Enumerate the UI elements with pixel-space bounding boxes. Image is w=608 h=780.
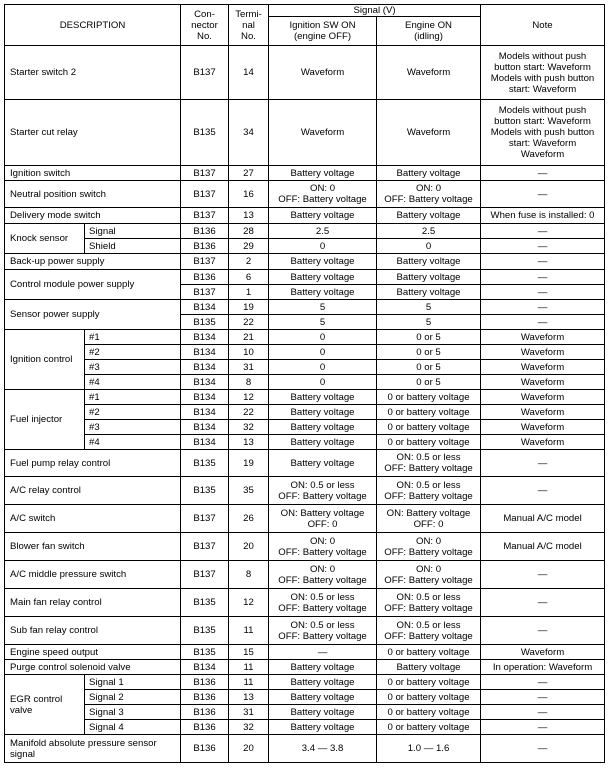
cell-connector: B136	[181, 270, 229, 285]
cell-terminal: 12	[229, 390, 269, 405]
cell-connector: B135	[181, 645, 229, 660]
cell-connector: B135	[181, 100, 229, 166]
cell-terminal: 15	[229, 645, 269, 660]
cell-note: Manual A/C model	[481, 533, 605, 561]
cell-engine-on: Battery voltage	[377, 285, 481, 300]
cell-engine-on: ON: Battery voltage OFF: 0	[377, 505, 481, 533]
cell-description: Main fan relay control	[5, 589, 181, 617]
cell-note: —	[481, 270, 605, 285]
cell-note: —	[481, 239, 605, 254]
cell-engine-on: 0 or battery voltage	[377, 675, 481, 690]
cell-description: Neutral position switch	[5, 181, 181, 208]
cell-terminal: 13	[229, 690, 269, 705]
cell-ign-on: Battery voltage	[269, 390, 377, 405]
cell-subitem: #2	[85, 345, 181, 360]
cell-note: Waveform	[481, 330, 605, 345]
cell-engine-on: 5	[377, 315, 481, 330]
cell-note: Waveform	[481, 360, 605, 375]
cell-description: Ignition switch	[5, 166, 181, 181]
cell-connector: B134	[181, 360, 229, 375]
cell-connector: B137	[181, 208, 229, 224]
cell-terminal: 12	[229, 589, 269, 617]
cell-ign-on: 0	[269, 345, 377, 360]
cell-engine-on: ON: 0 OFF: Battery voltage	[377, 561, 481, 589]
cell-engine-on: 0 or 5	[377, 345, 481, 360]
cell-connector: B136	[181, 720, 229, 735]
cell-note: Waveform	[481, 390, 605, 405]
cell-ign-on: Battery voltage	[269, 405, 377, 420]
cell-connector: B134	[181, 435, 229, 450]
cell-terminal: 11	[229, 617, 269, 645]
cell-terminal: 31	[229, 360, 269, 375]
cell-terminal: 19	[229, 300, 269, 315]
header-engine-on: Engine ON (idling)	[377, 17, 481, 46]
cell-note: Waveform	[481, 420, 605, 435]
cell-subitem: #1	[85, 390, 181, 405]
cell-ign-on: 5	[269, 315, 377, 330]
cell-note: Waveform	[481, 375, 605, 390]
cell-terminal: 13	[229, 435, 269, 450]
cell-terminal: 29	[229, 239, 269, 254]
cell-engine-on: 0 or 5	[377, 360, 481, 375]
cell-engine-on: 0 or battery voltage	[377, 435, 481, 450]
cell-terminal: 32	[229, 420, 269, 435]
cell-engine-on: 0 or battery voltage	[377, 705, 481, 720]
cell-description: Starter switch 2	[5, 46, 181, 100]
cell-engine-on: ON: 0.5 or less OFF: Battery voltage	[377, 617, 481, 645]
cell-terminal: 26	[229, 505, 269, 533]
cell-ign-on: Battery voltage	[269, 705, 377, 720]
cell-connector: B134	[181, 300, 229, 315]
cell-note: —	[481, 477, 605, 505]
cell-terminal: 13	[229, 208, 269, 224]
cell-connector: B137	[181, 254, 229, 270]
cell-note: When fuse is installed: 0	[481, 208, 605, 224]
cell-terminal: 2	[229, 254, 269, 270]
cell-ign-on: Battery voltage	[269, 270, 377, 285]
cell-connector: B135	[181, 450, 229, 477]
cell-note: Waveform	[481, 405, 605, 420]
cell-ign-on: 5	[269, 300, 377, 315]
cell-note: —	[481, 300, 605, 315]
cell-subitem: #4	[85, 435, 181, 450]
cell-note: —	[481, 181, 605, 208]
cell-ign-on: Waveform	[269, 46, 377, 100]
cell-engine-on: Battery voltage	[377, 254, 481, 270]
cell-subitem: #2	[85, 405, 181, 420]
cell-engine-on: 0 or 5	[377, 375, 481, 390]
cell-note: —	[481, 315, 605, 330]
cell-description: Blower fan switch	[5, 533, 181, 561]
cell-description: Fuel injector	[5, 390, 85, 450]
cell-subitem: Signal 1	[85, 675, 181, 690]
cell-description: Sensor power supply	[5, 300, 181, 330]
cell-ign-on: Battery voltage	[269, 254, 377, 270]
cell-ign-on: Battery voltage	[269, 166, 377, 181]
cell-note: Waveform	[481, 345, 605, 360]
cell-terminal: 31	[229, 705, 269, 720]
cell-description: Sub fan relay control	[5, 617, 181, 645]
cell-connector: B137	[181, 533, 229, 561]
header-signal: Signal (V)	[269, 5, 481, 17]
cell-description: Fuel pump relay control	[5, 450, 181, 477]
cell-subitem: Signal 2	[85, 690, 181, 705]
cell-note: —	[481, 735, 605, 763]
cell-subitem: Signal 3	[85, 705, 181, 720]
cell-description: Starter cut relay	[5, 100, 181, 166]
header-description: DESCRIPTION	[5, 5, 181, 46]
cell-note: Manual A/C model	[481, 505, 605, 533]
cell-subitem: Signal 4	[85, 720, 181, 735]
cell-ign-on: Waveform	[269, 100, 377, 166]
cell-connector: B134	[181, 345, 229, 360]
cell-note: —	[481, 450, 605, 477]
cell-terminal: 28	[229, 224, 269, 239]
cell-engine-on: ON: 0.5 or less OFF: Battery voltage	[377, 589, 481, 617]
cell-terminal: 11	[229, 675, 269, 690]
cell-subitem: #3	[85, 360, 181, 375]
cell-engine-on: ON: 0 OFF: Battery voltage	[377, 181, 481, 208]
cell-note: —	[481, 617, 605, 645]
cell-subitem: #3	[85, 420, 181, 435]
cell-note: —	[481, 254, 605, 270]
cell-ign-on: ON: 0 OFF: Battery voltage	[269, 533, 377, 561]
cell-connector: B137	[181, 505, 229, 533]
cell-connector: B136	[181, 239, 229, 254]
cell-connector: B137	[181, 181, 229, 208]
cell-subitem: #4	[85, 375, 181, 390]
cell-subitem: #1	[85, 330, 181, 345]
cell-terminal: 20	[229, 533, 269, 561]
cell-connector: B135	[181, 617, 229, 645]
cell-connector: B137	[181, 561, 229, 589]
cell-connector: B137	[181, 166, 229, 181]
cell-ign-on: —	[269, 645, 377, 660]
cell-description: Delivery mode switch	[5, 208, 181, 224]
cell-ign-on: ON: Battery voltage OFF: 0	[269, 505, 377, 533]
cell-ign-on: Battery voltage	[269, 208, 377, 224]
cell-terminal: 20	[229, 735, 269, 763]
cell-terminal: 22	[229, 315, 269, 330]
cell-description: Ignition control	[5, 330, 85, 390]
cell-terminal: 10	[229, 345, 269, 360]
cell-engine-on: 0 or battery voltage	[377, 690, 481, 705]
cell-terminal: 1	[229, 285, 269, 300]
cell-terminal: 27	[229, 166, 269, 181]
cell-engine-on: 0 or battery voltage	[377, 720, 481, 735]
cell-connector: B136	[181, 690, 229, 705]
cell-note: —	[481, 561, 605, 589]
cell-note: Waveform	[481, 435, 605, 450]
cell-engine-on: Battery voltage	[377, 208, 481, 224]
cell-description: EGR control valve	[5, 675, 85, 735]
cell-ign-on: 0	[269, 330, 377, 345]
cell-connector: B137	[181, 46, 229, 100]
cell-engine-on: 0 or battery voltage	[377, 420, 481, 435]
cell-ign-on: Battery voltage	[269, 285, 377, 300]
cell-description: Knock sensor	[5, 224, 85, 254]
cell-engine-on: Waveform	[377, 100, 481, 166]
cell-note: —	[481, 675, 605, 690]
cell-connector: B136	[181, 705, 229, 720]
cell-note: In operation: Waveform	[481, 660, 605, 675]
cell-engine-on: 0	[377, 239, 481, 254]
cell-connector: B135	[181, 589, 229, 617]
cell-terminal: 11	[229, 660, 269, 675]
cell-description: Engine speed output	[5, 645, 181, 660]
cell-terminal: 32	[229, 720, 269, 735]
cell-ign-on: Battery voltage	[269, 720, 377, 735]
cell-connector: B134	[181, 330, 229, 345]
cell-engine-on: Waveform	[377, 46, 481, 100]
cell-terminal: 14	[229, 46, 269, 100]
cell-ign-on: Battery voltage	[269, 690, 377, 705]
cell-engine-on: 1.0 — 1.6	[377, 735, 481, 763]
cell-engine-on: 5	[377, 300, 481, 315]
cell-note: —	[481, 720, 605, 735]
cell-ign-on: 3.4 — 3.8	[269, 735, 377, 763]
cell-terminal: 22	[229, 405, 269, 420]
cell-engine-on: 0 or battery voltage	[377, 645, 481, 660]
header-terminal: Termi- nal No.	[229, 5, 269, 46]
cell-note: Waveform	[481, 645, 605, 660]
cell-connector: B136	[181, 735, 229, 763]
cell-note: —	[481, 166, 605, 181]
cell-engine-on: Battery voltage	[377, 660, 481, 675]
cell-connector: B134	[181, 405, 229, 420]
cell-ign-on: ON: 0 OFF: Battery voltage	[269, 181, 377, 208]
cell-note: Models without push button start: Waveform Models with push button start: Waveform	[481, 46, 605, 100]
cell-ign-on: ON: 0.5 or less OFF: Battery voltage	[269, 589, 377, 617]
cell-ign-on: 0	[269, 375, 377, 390]
cell-note: —	[481, 589, 605, 617]
cell-ign-on: ON: 0.5 or less OFF: Battery voltage	[269, 477, 377, 505]
cell-engine-on: 2.5	[377, 224, 481, 239]
cell-ign-on: 2.5	[269, 224, 377, 239]
cell-engine-on: 0 or battery voltage	[377, 390, 481, 405]
cell-terminal: 19	[229, 450, 269, 477]
cell-engine-on: Battery voltage	[377, 166, 481, 181]
cell-description: Manifold absolute pressure sensor signal	[5, 735, 181, 763]
cell-ign-on: Battery voltage	[269, 675, 377, 690]
cell-description: Control module power supply	[5, 270, 181, 300]
header-connector: Con- nector No.	[181, 5, 229, 46]
cell-terminal: 16	[229, 181, 269, 208]
cell-ign-on: Battery voltage	[269, 435, 377, 450]
cell-connector: B136	[181, 675, 229, 690]
signal-table	[4, 4, 605, 763]
cell-engine-on: Battery voltage	[377, 270, 481, 285]
cell-terminal: 35	[229, 477, 269, 505]
cell-engine-on: 0 or battery voltage	[377, 405, 481, 420]
header-ignition-on: Ignition SW ON (engine OFF)	[269, 17, 377, 46]
cell-terminal: 8	[229, 375, 269, 390]
header-note: Note	[481, 5, 605, 46]
cell-terminal: 21	[229, 330, 269, 345]
cell-ign-on: Battery voltage	[269, 660, 377, 675]
cell-description: A/C middle pressure switch	[5, 561, 181, 589]
cell-description: A/C switch	[5, 505, 181, 533]
cell-ign-on: 0	[269, 239, 377, 254]
cell-ign-on: Battery voltage	[269, 420, 377, 435]
cell-connector: B134	[181, 420, 229, 435]
cell-connector: B134	[181, 390, 229, 405]
cell-ign-on: Battery voltage	[269, 450, 377, 477]
cell-engine-on: ON: 0 OFF: Battery voltage	[377, 533, 481, 561]
cell-description: Purge control solenoid valve	[5, 660, 181, 675]
cell-engine-on: ON: 0.5 or less OFF: Battery voltage	[377, 450, 481, 477]
cell-note: Models without push button start: Waveform Models with push button start: Waveform Waveform	[481, 100, 605, 166]
cell-description: Back-up power supply	[5, 254, 181, 270]
cell-description: A/C relay control	[5, 477, 181, 505]
cell-ign-on: ON: 0 OFF: Battery voltage	[269, 561, 377, 589]
cell-ign-on: 0	[269, 360, 377, 375]
cell-engine-on: 0 or 5	[377, 330, 481, 345]
cell-note: —	[481, 705, 605, 720]
cell-subitem: Shield	[85, 239, 181, 254]
cell-ign-on: ON: 0.5 or less OFF: Battery voltage	[269, 617, 377, 645]
cell-note: —	[481, 224, 605, 239]
cell-connector: B136	[181, 224, 229, 239]
cell-subitem: Signal	[85, 224, 181, 239]
cell-engine-on: ON: 0.5 or less OFF: Battery voltage	[377, 477, 481, 505]
cell-terminal: 8	[229, 561, 269, 589]
cell-connector: B134	[181, 375, 229, 390]
cell-connector: B137	[181, 285, 229, 300]
cell-note: —	[481, 285, 605, 300]
cell-connector: B135	[181, 477, 229, 505]
cell-connector: B134	[181, 660, 229, 675]
cell-note: —	[481, 690, 605, 705]
cell-terminal: 6	[229, 270, 269, 285]
cell-terminal: 34	[229, 100, 269, 166]
cell-connector: B135	[181, 315, 229, 330]
